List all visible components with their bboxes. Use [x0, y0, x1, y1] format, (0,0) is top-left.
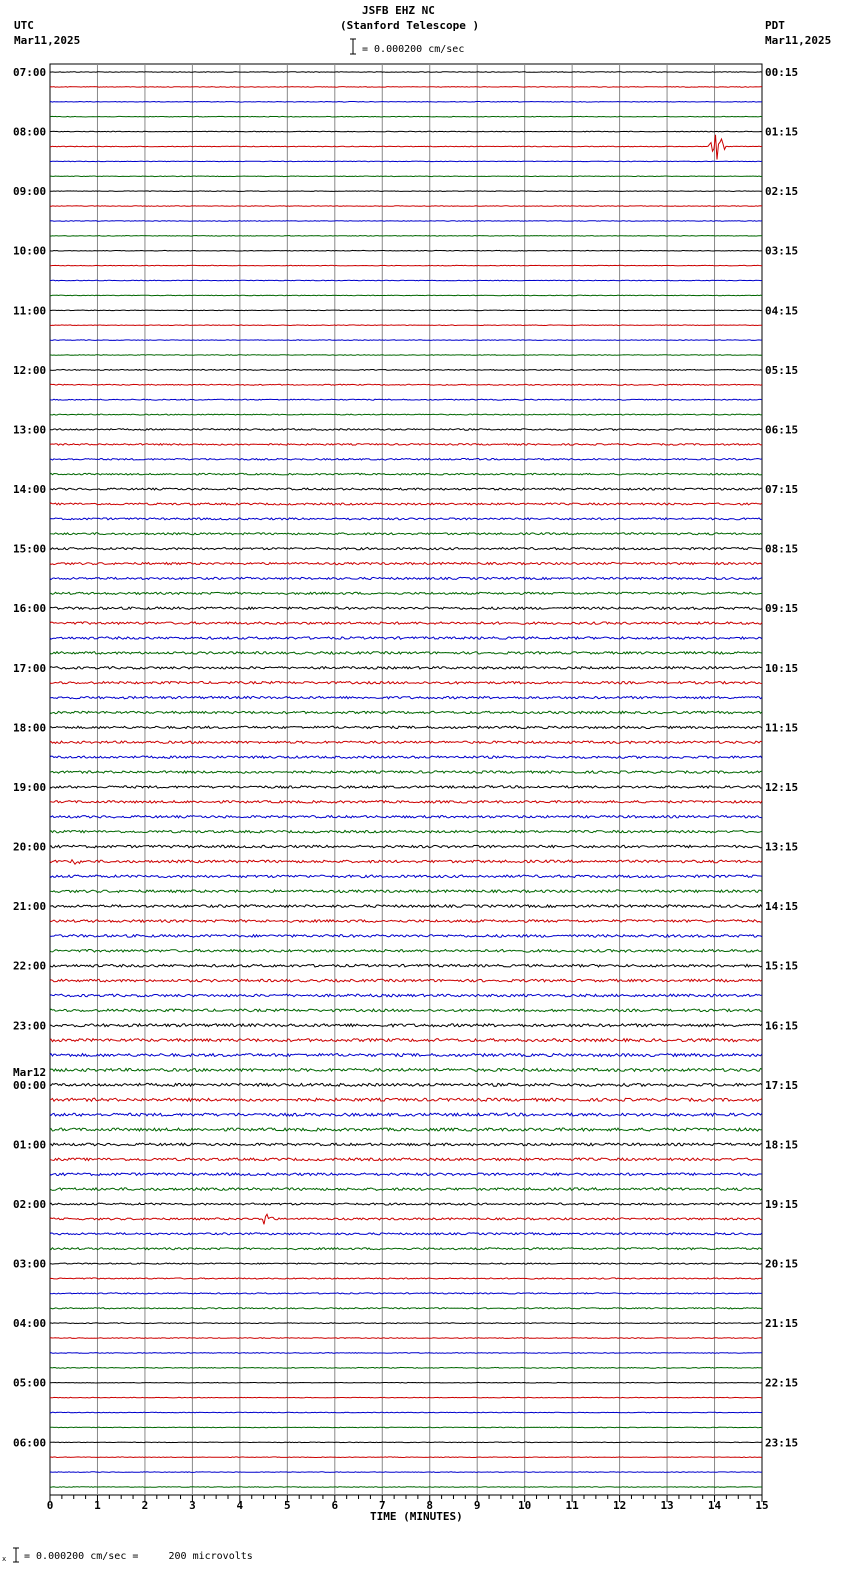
seismic-trace: [50, 1188, 762, 1191]
seismic-trace: [50, 667, 762, 669]
seismic-trace: [50, 191, 762, 192]
seismic-trace: [50, 562, 762, 564]
pdt-hour-label: 09:15: [765, 602, 799, 616]
seismic-trace: [50, 860, 762, 865]
left-timezone-label: UTC: [14, 19, 34, 32]
x-tick-label: 6: [331, 1499, 339, 1512]
x-tick-label: 8: [426, 1499, 434, 1512]
seismic-trace: [50, 905, 762, 908]
seismic-trace: [50, 399, 762, 400]
seismic-trace: [50, 206, 762, 207]
utc-hour-label: 10:00: [13, 244, 47, 258]
pdt-hour-label: 06:15: [765, 423, 799, 437]
utc-hour-label: 11:00: [13, 304, 47, 318]
utc-hour-label: 09:00: [13, 185, 47, 199]
seismic-trace: [50, 1173, 762, 1176]
x-tick-label: 12: [612, 1499, 627, 1512]
plot-frame: [50, 64, 762, 1495]
seismic-trace: [50, 950, 762, 953]
seismic-trace: [50, 1024, 762, 1027]
utc-hour-label: 18:00: [13, 721, 47, 735]
seismic-trace: [50, 786, 762, 788]
pdt-hour-label: 12:15: [765, 780, 799, 794]
pdt-hour-label: 13:15: [765, 840, 799, 854]
x-tick-label: 0: [46, 1499, 54, 1512]
seismic-trace: [50, 1233, 762, 1235]
footer-scale-icon: [2, 1546, 20, 1564]
utc-hour-label: 02:00: [13, 1198, 47, 1211]
seismic-trace: [50, 1083, 762, 1086]
seismic-trace: [50, 473, 762, 475]
right-date-label: Mar11,2025: [765, 34, 832, 47]
utc-hour-label: 06:00: [13, 1436, 47, 1450]
x-tick-label: 2: [141, 1499, 149, 1512]
seismic-trace: [50, 161, 762, 162]
seismic-trace: [50, 1427, 762, 1428]
pdt-hour-label: 03:15: [765, 244, 799, 258]
pdt-hour-label: 14:15: [765, 900, 799, 914]
seismic-trace: [50, 1293, 762, 1294]
seismic-trace: [50, 414, 762, 415]
utc-hour-label: 12:00: [13, 363, 47, 377]
seismic-trace: [50, 1203, 762, 1205]
x-tick-label: 5: [284, 1499, 291, 1512]
pdt-hour-label: 23:15: [765, 1436, 799, 1450]
seismic-trace: [50, 830, 762, 832]
seismic-trace: [50, 87, 762, 88]
x-tick-label: 15: [755, 1499, 769, 1512]
seismic-trace: [50, 1278, 762, 1279]
utc-hour-label: 05:00: [13, 1376, 47, 1390]
seismic-trace: [50, 444, 762, 446]
seismic-trace: [50, 459, 762, 461]
seismic-trace: [50, 1397, 762, 1398]
seismic-trace: [50, 1472, 762, 1473]
seismic-trace: [50, 1442, 762, 1443]
seismic-trace: [50, 652, 762, 654]
seismic-trace: [50, 72, 762, 73]
seismic-trace: [50, 236, 762, 237]
x-tick-label: 14: [707, 1499, 722, 1512]
seismic-trace: [50, 771, 762, 773]
seismic-trace: [50, 1487, 762, 1488]
x-tick-label: 4: [236, 1499, 244, 1512]
utc-hour-label: 01:00: [13, 1138, 47, 1152]
utc-hour-label: 23:00: [13, 1019, 47, 1033]
seismic-trace: [50, 325, 762, 326]
seismic-trace: [50, 979, 762, 982]
pdt-hour-label: 17:15: [765, 1078, 799, 1092]
seismic-trace: [50, 176, 762, 177]
seismic-trace: [50, 935, 762, 938]
pdt-hour-label: 00:15: [765, 66, 799, 79]
seismic-trace: [50, 1323, 762, 1324]
x-axis-label: TIME (MINUTES): [370, 1510, 463, 1523]
pdt-hour-label: 05:15: [765, 363, 799, 377]
seismic-trace: [50, 1143, 762, 1146]
pdt-hour-label: 20:15: [765, 1257, 799, 1271]
x-tick-label: 3: [189, 1499, 196, 1512]
utc-hour-label: 22:00: [13, 959, 47, 973]
seismic-trace: [50, 295, 762, 296]
seismic-trace: [50, 1009, 762, 1012]
utc-hour-label: 04:00: [13, 1317, 47, 1331]
seismic-trace: [50, 488, 762, 490]
seismic-trace: [50, 875, 762, 878]
seismic-trace: [50, 964, 762, 967]
seismic-trace: [50, 384, 762, 385]
seismic-trace: [50, 1098, 762, 1101]
seismic-trace: [50, 102, 762, 103]
seismic-trace: [50, 1382, 762, 1383]
seismic-trace: [50, 741, 762, 743]
seismic-trace: [50, 1214, 762, 1224]
seismic-trace: [50, 131, 762, 132]
seismic-trace: [50, 1338, 762, 1339]
seismic-trace: [50, 1039, 762, 1042]
pdt-hour-label: 02:15: [765, 185, 799, 199]
seismic-trace: [50, 221, 762, 222]
seismic-trace: [50, 890, 762, 893]
seismic-trace: [50, 1128, 762, 1131]
seismic-trace: [50, 1263, 762, 1264]
seismic-trace: [50, 503, 762, 505]
svg-text:x: x: [2, 1555, 7, 1563]
pdt-hour-label: 22:15: [765, 1376, 799, 1390]
seismic-trace: [50, 592, 762, 594]
seismic-trace: [50, 1353, 762, 1354]
seismic-trace: [50, 816, 762, 818]
seismic-trace: [50, 1054, 762, 1057]
pdt-hour-label: 19:15: [765, 1198, 799, 1211]
seismic-trace: [50, 607, 762, 609]
seismic-trace: [50, 1069, 762, 1072]
seismic-trace: [50, 696, 762, 698]
pdt-hour-label: 08:15: [765, 542, 799, 556]
utc-hour-label: 00:00: [13, 1078, 47, 1092]
seismic-trace: [50, 801, 762, 803]
pdt-hour-label: 15:15: [765, 959, 799, 973]
seismic-trace: [50, 1248, 762, 1250]
pdt-hour-label: 07:15: [765, 483, 799, 497]
utc-hour-label: 03:00: [13, 1257, 47, 1271]
seismic-trace: [50, 533, 762, 535]
seismic-trace: [50, 355, 762, 356]
seismic-trace: [50, 682, 762, 684]
chart-subtitle: (Stanford Telescope ): [340, 19, 480, 32]
utc-hour-label: 16:00: [13, 602, 47, 616]
seismic-trace: [50, 310, 762, 311]
seismic-trace: [50, 369, 762, 370]
seismic-trace: [50, 135, 762, 160]
utc-hour-label: 19:00: [13, 780, 47, 794]
chart-title: JSFB EHZ NC: [362, 4, 435, 17]
x-tick-label: 11: [565, 1499, 579, 1512]
scale-text: = 0.000200 cm/sec: [362, 44, 465, 55]
seismic-trace: [50, 518, 762, 520]
utc-hour-label: 17:00: [13, 661, 47, 675]
seismic-trace: [50, 429, 762, 431]
seismic-trace: [50, 1158, 762, 1161]
pdt-hour-label: 18:15: [765, 1138, 799, 1152]
utc-hour-label: 07:00: [13, 66, 47, 79]
x-tick-label: 7: [378, 1499, 386, 1512]
pdt-hour-label: 21:15: [765, 1317, 799, 1331]
utc-hour-label: 21:00: [13, 900, 47, 914]
x-tick-label: 1: [94, 1499, 101, 1512]
seismic-trace: [50, 622, 762, 624]
pdt-hour-label: 01:15: [765, 125, 799, 139]
seismic-trace: [50, 1308, 762, 1309]
utc-hour-label: 15:00: [13, 542, 47, 556]
seismic-trace: [50, 280, 762, 281]
utc-hour-label: 08:00: [13, 125, 47, 139]
x-tick-label: 10: [518, 1499, 532, 1512]
seismic-trace: [50, 994, 762, 997]
seismic-trace: [50, 756, 762, 758]
footer-scale-text: = 0.000200 cm/sec = 200 microvolts: [24, 1551, 253, 1562]
seismic-trace: [50, 116, 762, 117]
utc-hour-label: 14:00: [13, 483, 47, 497]
seismic-trace: [50, 845, 762, 848]
pdt-hour-label: 16:15: [765, 1019, 799, 1033]
utc-hour-label: 20:00: [13, 840, 47, 854]
date-change-label: Mar12: [13, 1065, 47, 1079]
x-tick-label: 13: [660, 1499, 674, 1512]
seismic-trace: [50, 1367, 762, 1368]
left-date-label: Mar11,2025: [14, 34, 81, 47]
seismic-trace: [50, 577, 762, 579]
pdt-hour-label: 04:15: [765, 304, 799, 318]
seismic-trace: [50, 340, 762, 341]
seismic-trace: [50, 1457, 762, 1458]
utc-hour-label: 13:00: [13, 423, 47, 437]
seismic-trace: [50, 637, 762, 639]
seismic-trace: [50, 920, 762, 923]
x-tick-label: 9: [473, 1499, 481, 1512]
pdt-hour-label: 11:15: [765, 721, 799, 735]
seismic-trace: [50, 265, 762, 266]
seismic-trace: [50, 1113, 762, 1116]
pdt-hour-label: 10:15: [765, 661, 799, 675]
seismic-trace: [50, 711, 762, 713]
seismic-trace: [50, 548, 762, 550]
seismic-trace: [50, 726, 762, 728]
seismic-trace: [50, 250, 762, 251]
right-timezone-label: PDT: [765, 19, 785, 32]
seismic-trace: [50, 1412, 762, 1413]
